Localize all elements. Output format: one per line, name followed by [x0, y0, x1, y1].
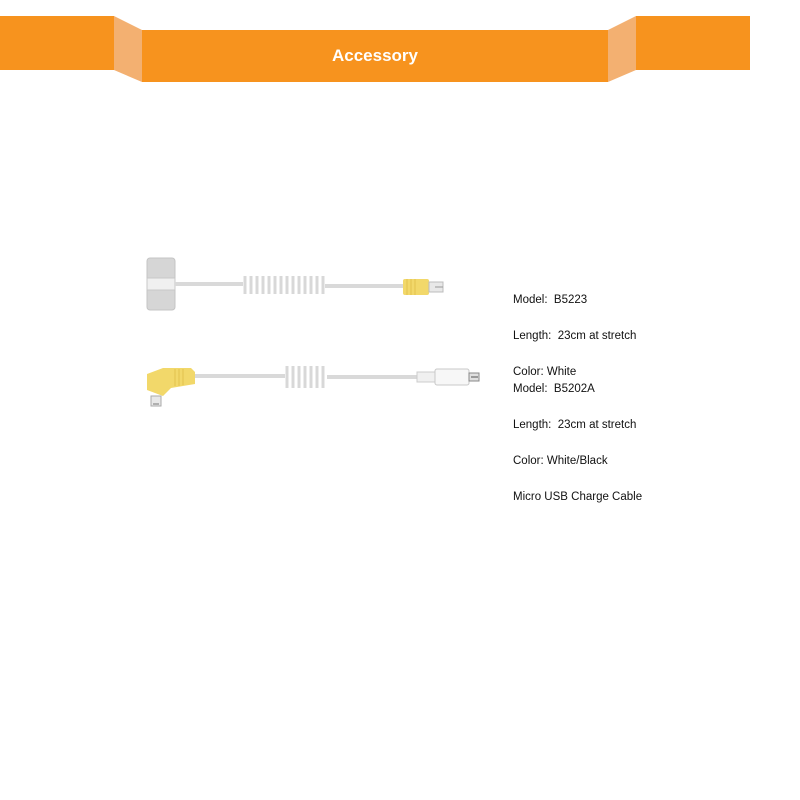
product-specs-b5202a	[513, 359, 642, 515]
page-title: Accessory	[331, 46, 418, 65]
coiled-cable-yellow-connector-icon	[135, 252, 495, 322]
description-label: Micro USB Charge Cable	[513, 491, 643, 503]
ribbon-left-fold	[114, 16, 142, 82]
ribbon-right-band	[636, 16, 750, 70]
model-label: Model: B5202A	[513, 383, 595, 395]
color-label: Color: White/Black	[513, 455, 608, 467]
length-label: Length: 23cm at stretch	[513, 330, 637, 342]
ribbon-right-fold	[608, 16, 636, 82]
model-label: Model: B5223	[513, 294, 588, 306]
header-banner	[0, 0, 800, 100]
ribbon-left-band	[0, 16, 114, 70]
product-image-b5202a	[135, 352, 495, 422]
product-image-b5223	[135, 252, 495, 322]
micro-usb-coiled-cable-icon	[135, 352, 495, 422]
color-label: Color: White	[513, 366, 577, 378]
length-label: Length: 23cm at stretch	[513, 419, 637, 431]
